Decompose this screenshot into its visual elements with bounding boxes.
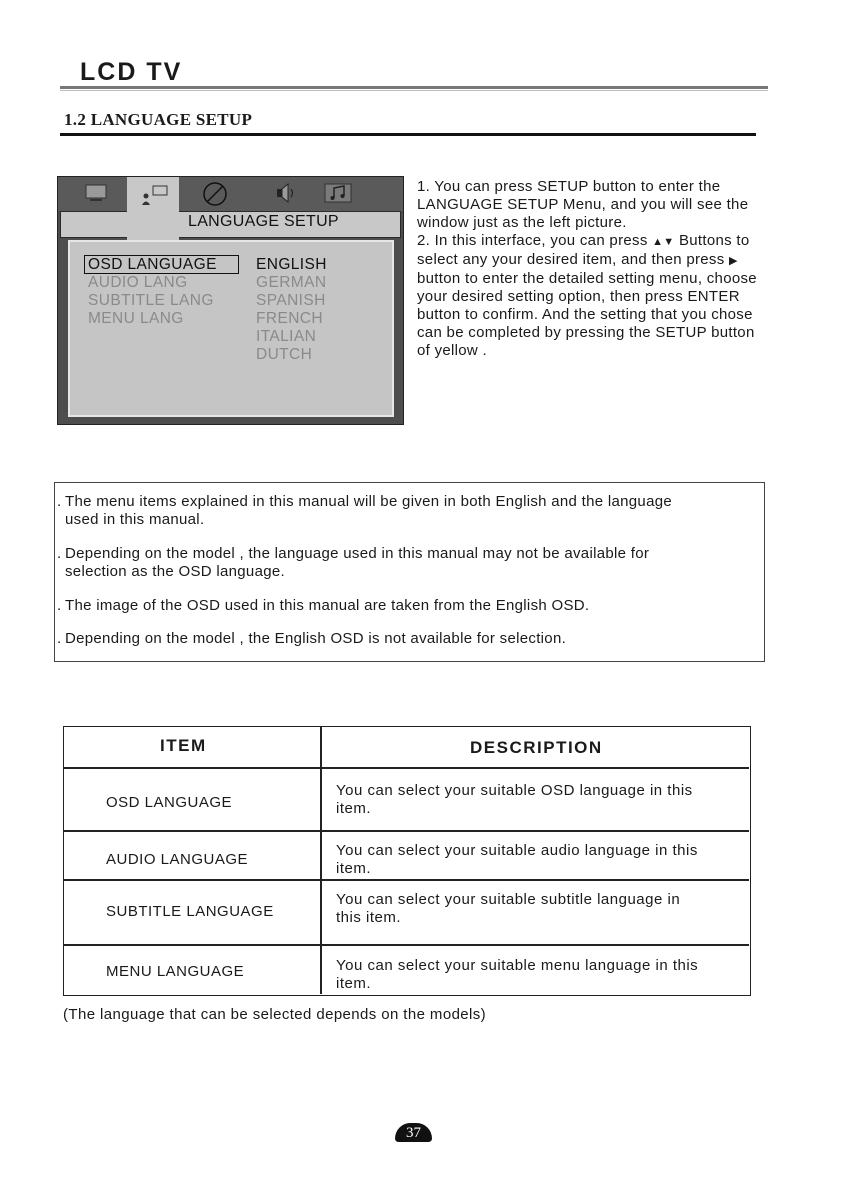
osd-option: FRENCH: [256, 310, 323, 327]
header-divider-thin: [60, 90, 768, 91]
note-item: [57, 597, 747, 615]
desc-line: You can select your suitable subtitle language in: [336, 891, 681, 908]
bullet: .: [57, 493, 62, 510]
table-item: SUBTITLE LANGUAGE: [106, 903, 274, 920]
up-down-arrows-icon: ▲▼: [652, 236, 675, 248]
note-text: used in this manual.: [65, 511, 205, 528]
table-divider: [64, 830, 749, 832]
note-text: The image of the OSD used in this manual are taken from the English OSD.: [65, 597, 590, 614]
osd-title: LANGUAGE SETUP: [188, 213, 339, 230]
intro-text: [417, 178, 762, 360]
note-text: The menu items explained in this manual will be given in both English and the language: [65, 493, 672, 510]
table-divider: [64, 767, 749, 769]
osd-option: SPANISH: [256, 292, 326, 309]
table-item: MENU LANGUAGE: [106, 963, 245, 980]
osd-menu-item: MENU LANG: [88, 310, 184, 327]
note-text: Depending on the model , the language used in this manual may not be available for: [65, 545, 650, 562]
osd-tab-bar: [58, 177, 403, 211]
intro-step-1: 1. You can press SETUP button to enter the LANGUAGE SETUP Menu, and you will see the window just as the left picture.: [417, 178, 749, 231]
tv-icon: [84, 183, 108, 203]
desc-line: item.: [336, 975, 372, 992]
page-number: 37: [395, 1123, 432, 1142]
section-divider: [60, 133, 756, 136]
table-description: [336, 891, 736, 927]
desc-line: this item.: [336, 909, 402, 926]
table-description: [336, 842, 736, 878]
bullet: .: [57, 597, 62, 614]
brand-title: LCD TV: [80, 58, 183, 86]
table-description: [336, 957, 736, 993]
bullet: .: [57, 545, 62, 562]
osd-menu-panel: [68, 240, 394, 417]
person-chat-icon: [140, 184, 170, 206]
desc-line: You can select your suitable audio language in this: [336, 842, 698, 859]
note-item: [57, 493, 747, 529]
desc-line: You can select your suitable menu language in this: [336, 957, 699, 974]
table-description: [336, 782, 736, 818]
desc-line: You can select your suitable OSD language in this: [336, 782, 693, 799]
table-divider: [64, 879, 749, 881]
table-divider: [64, 944, 749, 946]
slash-circle-icon: [202, 181, 228, 207]
table-item: OSD LANGUAGE: [106, 794, 233, 811]
note-item: [57, 630, 747, 648]
speaker-icon: [274, 183, 298, 203]
section-title: 1.2 LANGUAGE SETUP: [64, 110, 253, 129]
note-text: Depending on the model , the English OSD is not available for selection.: [65, 630, 567, 647]
table-header-description: DESCRIPTION: [470, 738, 603, 757]
intro-step-2-part: Buttons to select any your desired item, and then press: [417, 232, 750, 268]
notes-box: [54, 482, 765, 662]
note-item: [57, 545, 747, 581]
music-icon: [324, 183, 352, 203]
osd-option: ENGLISH: [256, 256, 327, 273]
bullet: .: [57, 630, 62, 647]
header-divider: [60, 86, 768, 89]
note-text: selection as the OSD language.: [65, 563, 285, 580]
table-item: AUDIO LANGUAGE: [106, 851, 249, 868]
intro-step-2-part: 2. In this interface, you can press: [417, 232, 648, 249]
table-header-item: ITEM: [160, 736, 207, 755]
osd-menu-item: SUBTITLE LANG: [88, 292, 214, 309]
osd-selected-tab: [127, 177, 179, 241]
desc-line: item.: [336, 860, 372, 877]
intro-step-2: [417, 232, 762, 360]
osd-option: ITALIAN: [256, 328, 317, 345]
osd-screenshot: [57, 176, 404, 425]
desc-line: item.: [336, 800, 372, 817]
right-arrow-icon: ▶: [729, 255, 738, 267]
language-table: [63, 726, 751, 996]
osd-option: DUTCH: [256, 346, 313, 363]
osd-menu-item: OSD LANGUAGE: [88, 256, 217, 273]
osd-menu-item: AUDIO LANG: [88, 274, 188, 291]
intro-step-2-part: button to enter the detailed setting menu, choose your desired setting option, then press ENTER button to confirm. And the setting that you chose can be completed by pressing the SETUP button of yellow .: [417, 270, 757, 359]
footnote: (The language that can be selected depends on the models): [63, 1006, 487, 1023]
osd-option: GERMAN: [256, 274, 327, 291]
